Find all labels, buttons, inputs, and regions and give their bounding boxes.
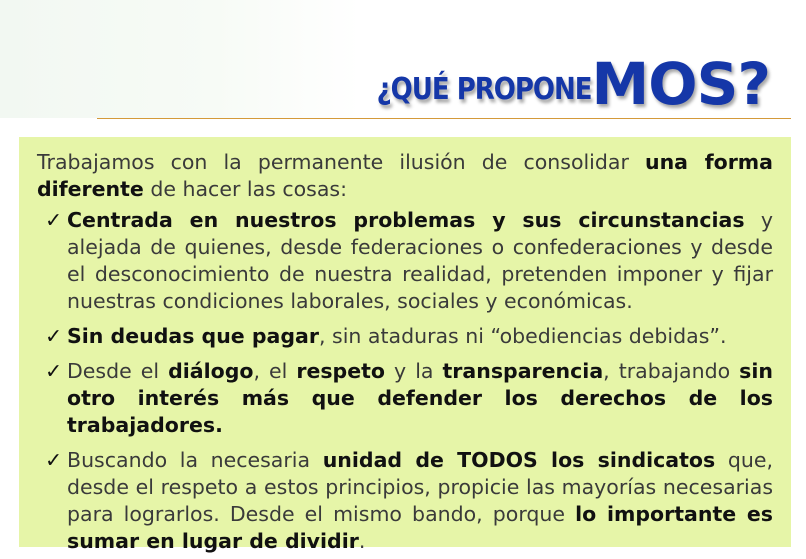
list-item xyxy=(37,323,773,350)
list-item xyxy=(37,447,773,555)
title-divider xyxy=(97,118,791,119)
page-title xyxy=(376,46,770,118)
check-icon: ✓ xyxy=(45,359,63,383)
item-text: y la xyxy=(385,359,443,383)
item-bold: respeto xyxy=(296,359,386,383)
item-text: Desde el xyxy=(67,359,169,383)
item-text: , el xyxy=(253,359,297,383)
list-item xyxy=(37,358,773,439)
check-icon: ✓ xyxy=(45,208,63,232)
item-text: , sin ataduras ni “obediencias debidas”. xyxy=(318,324,727,348)
item-text: Buscando la necesaria xyxy=(67,448,323,472)
intro-bold-1: una forma diferente xyxy=(37,150,773,201)
item-text: y alejada de quienes, desde federaciones o confederaciones y desde el desconocimiento de nuestra realidad, pretenden imponer y fijar nuestras condiciones laborales, sociales y económicas. xyxy=(67,208,773,313)
item-bold: unidad de TODOS los sindicatos xyxy=(322,448,716,472)
item-text: . xyxy=(358,529,366,553)
check-icon: ✓ xyxy=(45,324,63,348)
content-box xyxy=(19,137,791,553)
item-bold: Centrada en nuestros problemas y sus circunstancias xyxy=(67,208,745,232)
item-bold: lo importante es sumar en lugar de dividir xyxy=(67,502,773,553)
page-title-small: ¿QUÉ PROPONE xyxy=(376,72,592,108)
item-bold: diálogo xyxy=(168,359,254,383)
item-bold: sin otro interés más que defender los derechos de los trabajadores. xyxy=(67,359,773,437)
intro-text-1: Trabajamos con la permanente ilusión de consolidar xyxy=(37,150,645,174)
intro-paragraph xyxy=(37,149,773,203)
item-bold: transparencia xyxy=(442,359,604,383)
list-item xyxy=(37,207,773,315)
header-glow xyxy=(0,0,360,118)
item-text: , trabajando xyxy=(603,359,740,383)
intro-text-2: de hacer las cosas: xyxy=(143,177,347,201)
item-text: que, desde el respeto a estos principios, propicie las mayorías necesarias para lograrlos. Desde el mismo bando, porque xyxy=(67,448,774,526)
item-bold: Sin deudas que pagar xyxy=(67,324,319,348)
page-title-big: MOS? xyxy=(591,50,770,118)
check-icon: ✓ xyxy=(45,448,63,472)
